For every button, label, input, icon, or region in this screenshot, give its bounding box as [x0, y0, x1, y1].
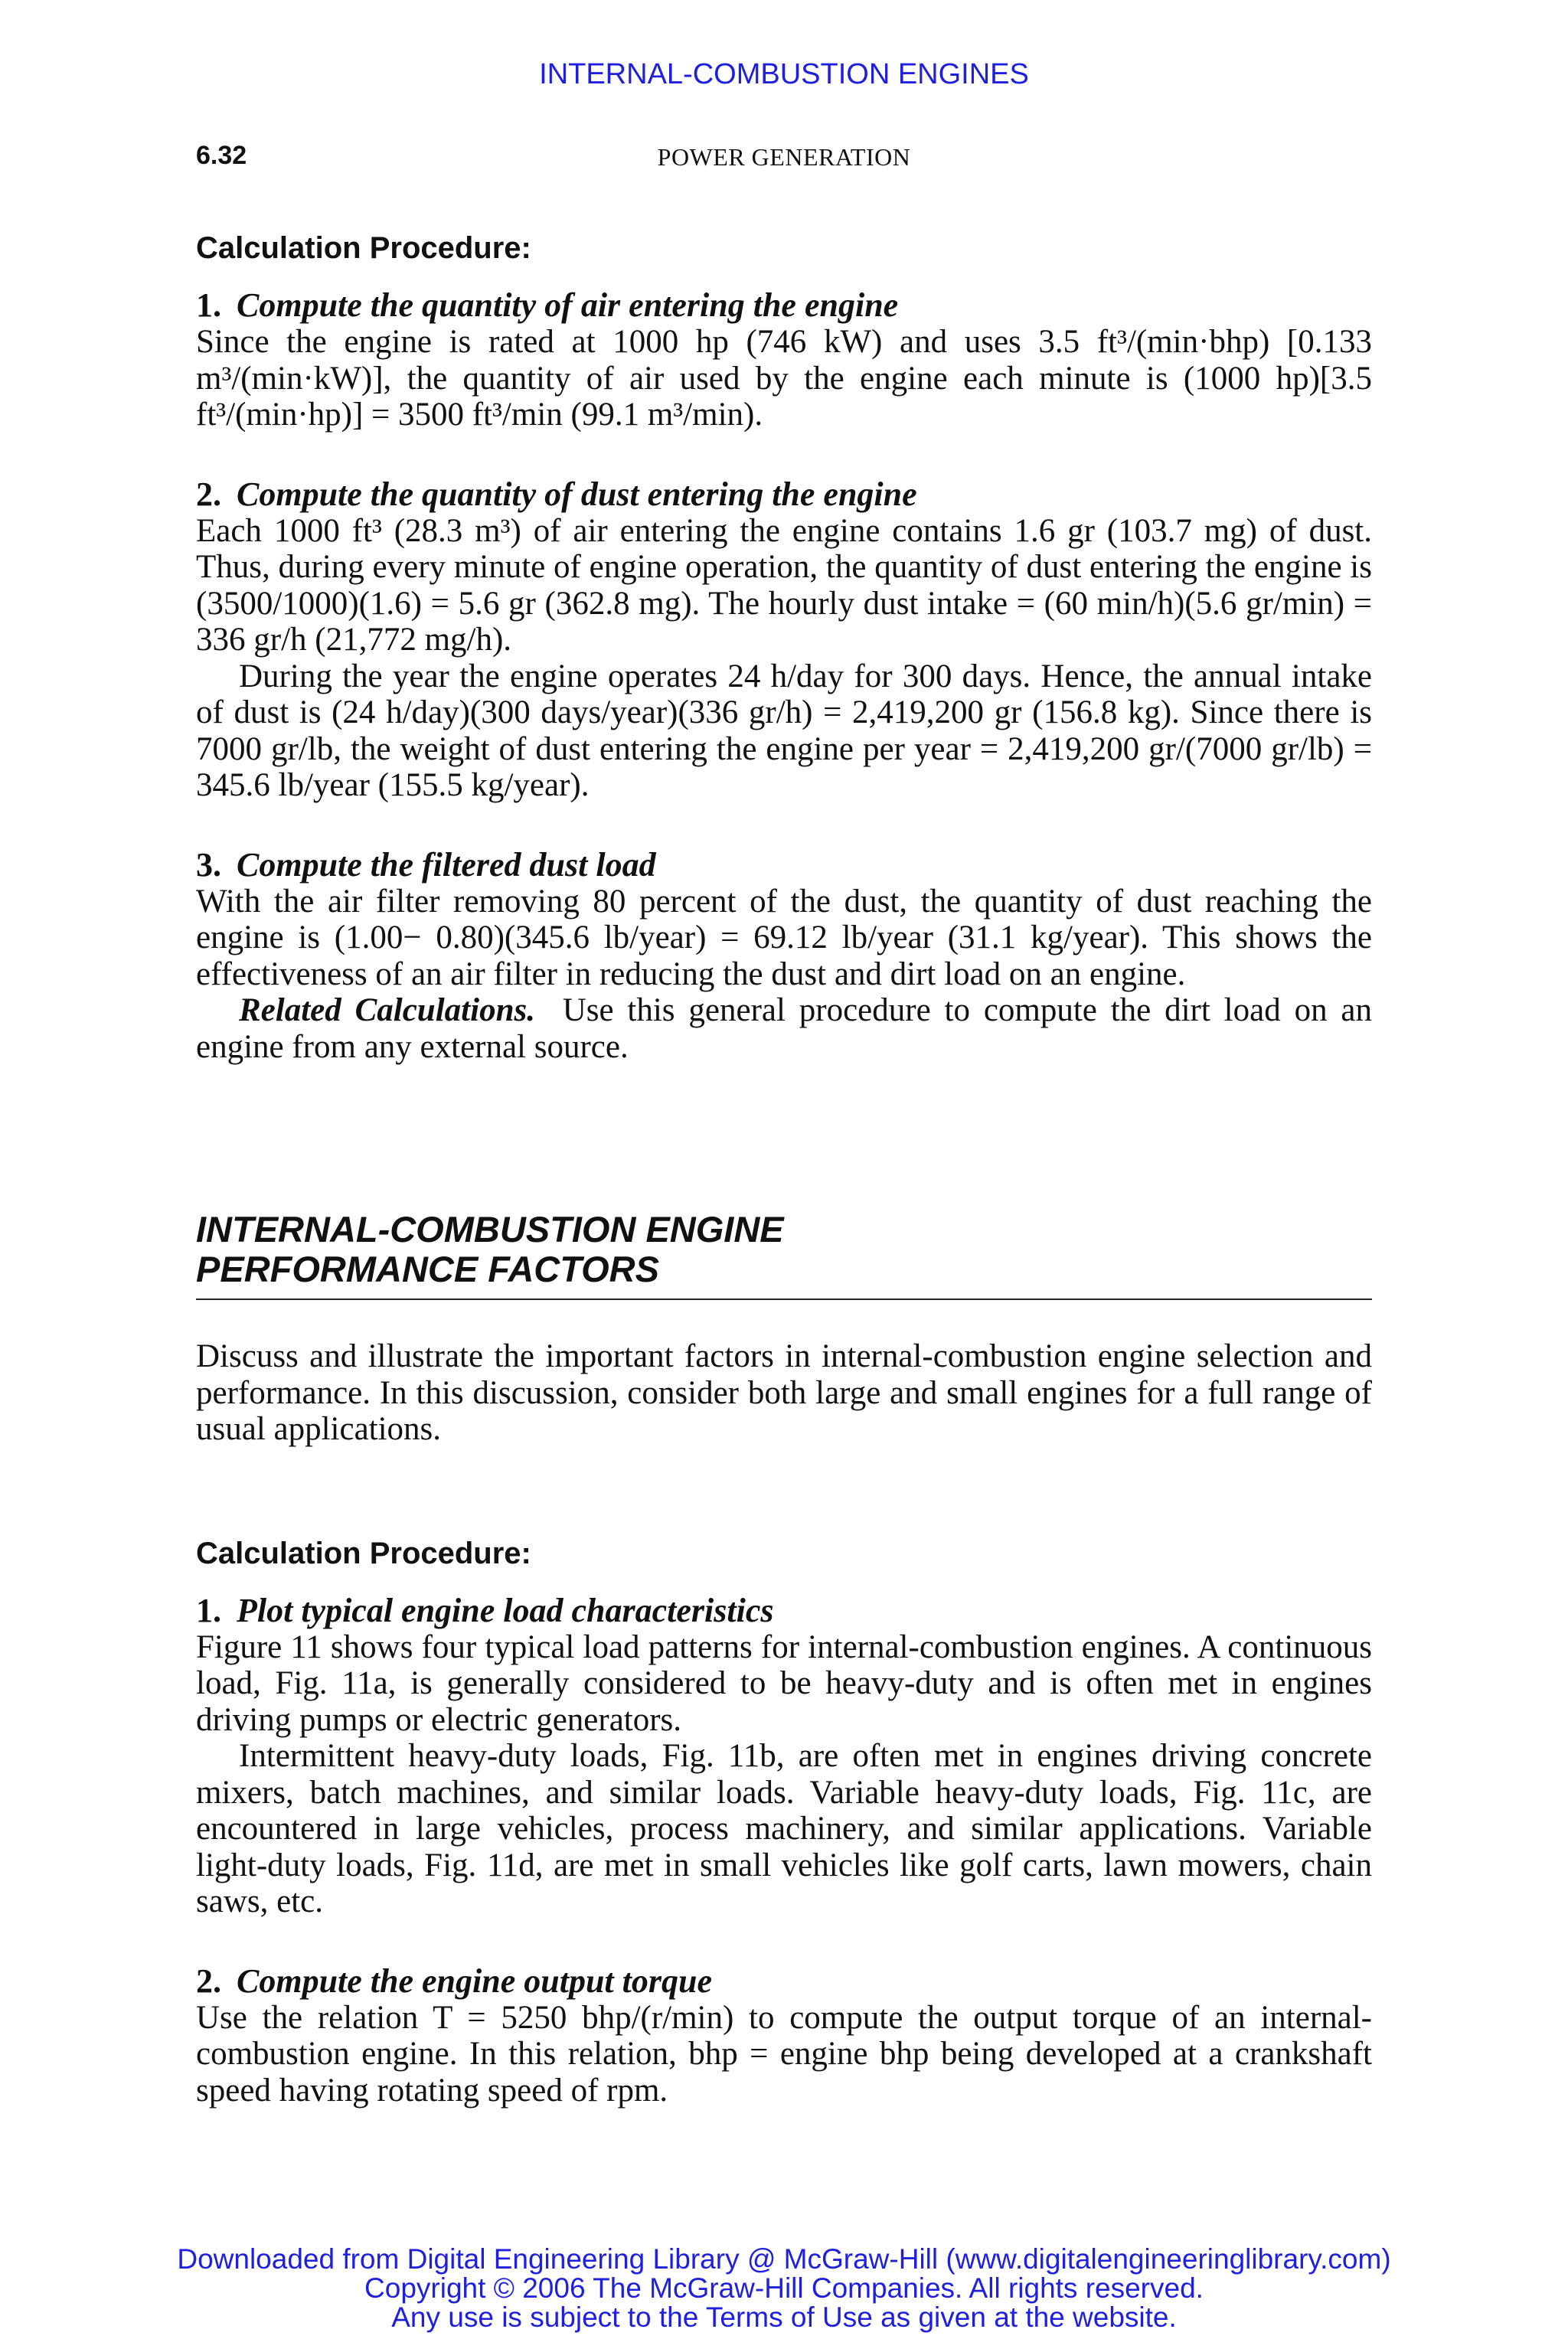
step-title: Compute the engine output torque: [237, 1962, 712, 2000]
related-label: Related Calculations.: [239, 992, 535, 1028]
step-number: 2.: [196, 1962, 221, 2000]
procedure-heading: Calculation Procedure:: [196, 231, 531, 265]
step-title: Compute the filtered dust load: [237, 845, 656, 884]
step-text: Intermittent heavy-duty loads, Fig. 11b, are often met in engines driving concrete mixers, batch machines, and similar loads. Variable heavy-duty loads, Fig. 11c, are encountered in large vehicles, process machinery, and similar applications. Variable light-duty loads, Fig. 11d, are met in small vehicles like golf carts, lawn mowers, chain saws, etc.: [196, 1738, 1372, 1919]
footer-notice: [0, 2245, 1568, 2332]
running-head: POWER GENERATION: [657, 143, 911, 171]
section-performance-factors: [196, 1210, 1372, 2109]
step-heading: [196, 1592, 1372, 1629]
step-heading: [196, 1963, 1372, 2000]
step-text: Since the engine is rated at 1000 hp (746 kW) and uses 3.5 ft³/(min·bhp) [0.133 m³/(min·kW)], the quantity of air used by the engine each minute is (1000 hp)[3.5 ft³/(min·hp)] = 3500 ft³/min (99.1 m³/min).: [196, 324, 1372, 433]
step-number: 3.: [196, 845, 221, 884]
chapter-title-link[interactable]: INTERNAL-COMBUSTION ENGINES: [539, 58, 1029, 90]
step-title: Compute the quantity of air entering the engine: [237, 286, 899, 324]
step-number: 1.: [196, 286, 221, 324]
step-number: 1.: [196, 1591, 221, 1629]
section-dust-load: [196, 231, 1372, 1065]
page-number: 6.32: [196, 141, 247, 170]
step-text: During the year the engine operates 24 h/day for 300 days. Hence, the annual intake of dust is (24 h/day)(300 days/year)(336 gr/h) = 2,419,200 gr (156.8 kg). Since there is 7000 gr/lb, the weight of dust entering the engine per year = 2,419,200 gr/(7000 gr/lb) = 345.6 lb/year (155.5 kg/year).: [196, 658, 1372, 803]
step-title: Compute the quantity of dust entering the engine: [237, 475, 917, 513]
step-text: Use the relation T = 5250 bhp/(r/min) to compute the output torque of an internal-combustion engine. In this relation, bhp = engine bhp being developed at a crankshaft speed having rotating speed of rpm.: [196, 1999, 1372, 2109]
section-title: [196, 1210, 1372, 1289]
step-heading: [196, 476, 1372, 513]
section-title-line: INTERNAL-COMBUSTION ENGINE: [196, 1209, 784, 1250]
related-text: Use this general procedure to compute the dirt load on an engine from any external source.: [196, 992, 1373, 1065]
step-heading: [196, 287, 1372, 324]
intro-paragraph: Discuss and illustrate the important factors in internal-combustion engine selection and performance. In this discussion, consider both large and small engines for a full range of usual applications.: [196, 1338, 1372, 1447]
step-title: Plot typical engine load characteristics: [237, 1591, 774, 1629]
footer-terms: Any use is subject to the Terms of Use as given at the website.: [391, 2301, 1177, 2333]
step-text: Each 1000 ft³ (28.3 m³) of air entering the engine contains 1.6 gr (103.7 mg) of dust. Thus, during every minute of engine operation, the quantity of dust entering the engine is (3500/1000)(1.6) = 5.6 gr (362.8 mg). The hourly dust intake = (60 min/h)(5.6 gr/min) = 336 gr/h (21,772 mg/h).: [196, 512, 1372, 658]
section-title-line: PERFORMANCE FACTORS: [196, 1249, 659, 1289]
step-number: 2.: [196, 475, 221, 513]
step-text: With the air filter removing 80 percent of the dust, the quantity of dust reaching the engine is (1.00− 0.80)(345.6 lb/year) = 69.12 lb/year (31.1 kg/year). This shows the effectiveness of an air filter in reducing the dust and dirt load on an engine.: [196, 883, 1372, 992]
step-text: Figure 11 shows four typical load patterns for internal-combustion engines. A continuous load, Fig. 11a, is generally considered to be heavy-duty and is often met in engines driving pumps or electric generators.: [196, 1628, 1372, 1738]
procedure-heading: Calculation Procedure:: [196, 1536, 531, 1570]
section-rule: [196, 1298, 1372, 1300]
footer-copyright: Copyright © 2006 The McGraw-Hill Companies. All rights reserved.: [364, 2272, 1204, 2304]
step-heading: [196, 847, 1372, 884]
footer-download-link[interactable]: Downloaded from Digital Engineering Library @ McGraw-Hill (www.digitalengineeringlibrary.com): [177, 2243, 1391, 2275]
related-calculations: [196, 992, 1372, 1065]
